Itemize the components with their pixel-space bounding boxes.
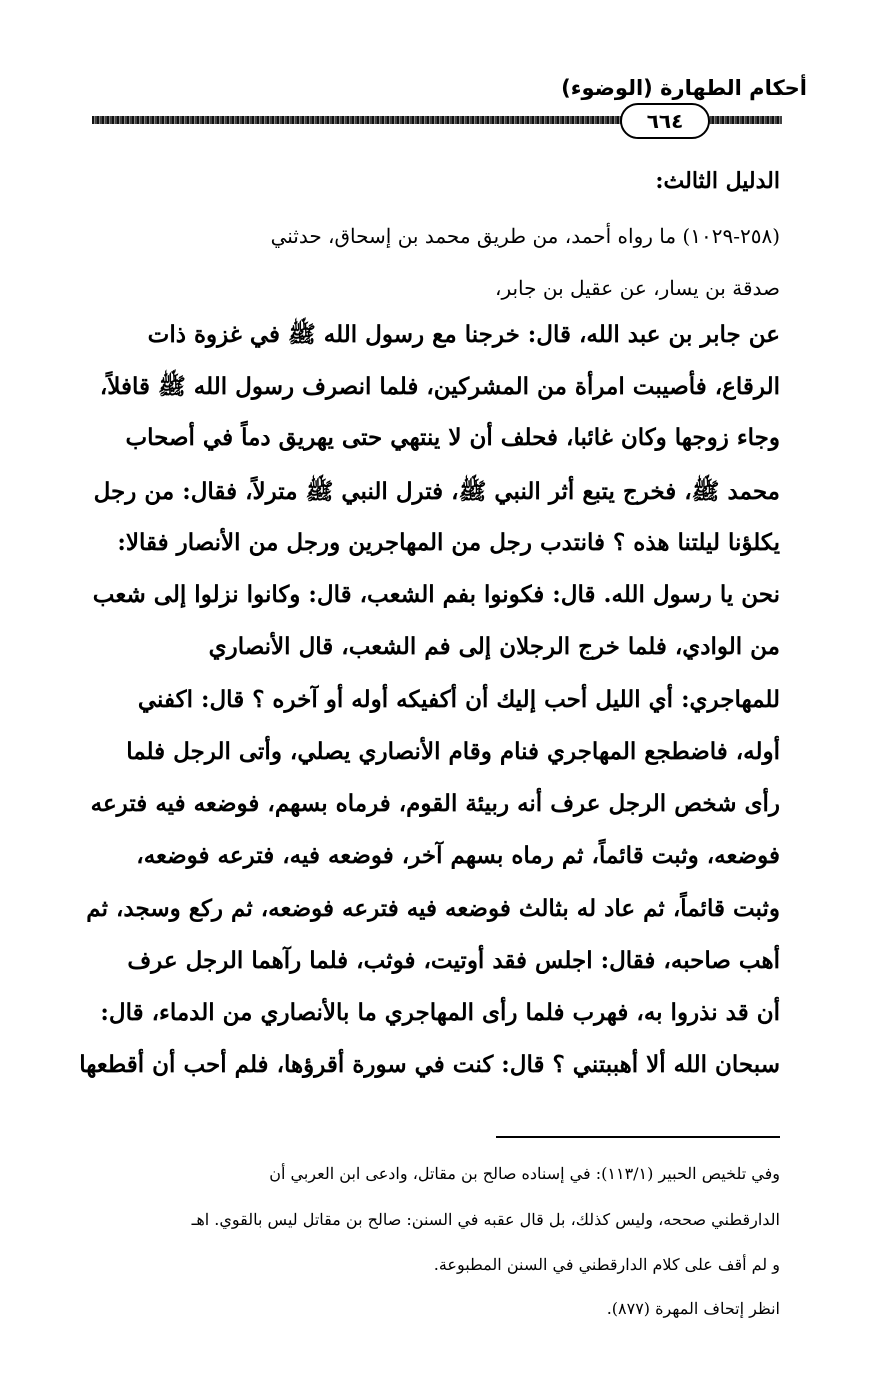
section-heading: الدليل الثالث: <box>655 168 780 194</box>
matn-line: من الوادي، فلما خرج الرجلان إلى فم الشعب، قال الأنصاري <box>208 633 780 660</box>
footnote-line: الدارقطني صححه، وليس كذلك، بل قال عقبه في السنن: صالح بن مقاتل ليس بالقوي. اهـ <box>191 1210 780 1229</box>
footnote-line: و لم أقف على كلام الدارقطني في السنن المطبوعة. <box>433 1255 780 1274</box>
footnote-line: وفي تلخيص الحبير (١١٣/١): في إسناده صالح بن مقاتل، وادعى ابن العربي أن <box>269 1164 780 1183</box>
running-header-title: أحكام الطهارة (الوضوء) <box>561 76 807 100</box>
matn-line: محمد ﷺ، فخرج يتبع أثر النبي ﷺ، فترل النبي ﷺ مترلاً، فقال: من رجل <box>93 478 780 505</box>
matn-line: رأى شخص الرجل عرف أنه ربيئة القوم، فرماه بسهم، فوضعه فيه فترعه <box>90 790 780 817</box>
matn-line: أن قد نذروا به، فهرب فلما رأى المهاجري ما بالأنصاري من الدماء، قال: <box>100 999 780 1026</box>
isnad-line: صدقة بن يسار، عن عقيل بن جابر، <box>494 276 780 300</box>
page-number: ٦٦٤ <box>620 103 710 139</box>
matn-line: أوله، فاضطجع المهاجري فنام وقام الأنصاري يصلي، وأتى الرجل فلما <box>126 738 780 765</box>
matn-line: عن جابر بن عبد الله، قال: خرجنا مع رسول الله ﷺ في غزوة ذات <box>147 321 780 348</box>
footnote-separator <box>496 1136 780 1138</box>
matn-line: نحن يا رسول الله. قال: فكونوا بفم الشعب، قال: وكانوا نزلوا إلى شعب <box>92 581 780 608</box>
matn-line: فوضعه، وثبت قائماً، ثم رماه بسهم آخر، فوضعه فيه، فترعه فوضعه، <box>136 842 780 869</box>
matn-line: سبحان الله ألا أهببتني ؟ قال: كنت في سورة أقرؤها، فلم أحب أن أقطعها <box>79 1051 780 1078</box>
matn-line: أهب صاحبه، فقال: اجلس فقد أوتيت، فوثب، فلما رآهما الرجل عرف <box>127 947 780 974</box>
footnote-line: انظر إتحاف المهرة (٨٧٧). <box>606 1299 780 1318</box>
matn-line: الرقاع، فأصيبت امرأة من المشركين، فلما انصرف رسول الله ﷺ قافلاً، <box>99 373 780 400</box>
matn-line: يكلؤنا ليلتنا هذه ؟ فانتدب رجل من المهاجرين ورجل من الأنصار فقالا: <box>117 529 780 556</box>
matn-line: للمهاجري: أي الليل أحب إليك أن أكفيكه أوله أو آخره ؟ قال: اكفني <box>137 686 780 713</box>
matn-line: وجاء زوجها وكان غائبا، فحلف أن لا ينتهي حتى يهريق دماً في أصحاب <box>125 424 780 451</box>
isnad-line: (٢٥٨-١٠٢٩) ما رواه أحمد، من طريق محمد بن إسحاق، حدثني <box>270 224 780 248</box>
matn-line: وثبت قائماً، ثم عاد له بثالث فوضعه فيه فترعه فوضعه، ثم ركع وسجد، ثم <box>86 895 780 922</box>
